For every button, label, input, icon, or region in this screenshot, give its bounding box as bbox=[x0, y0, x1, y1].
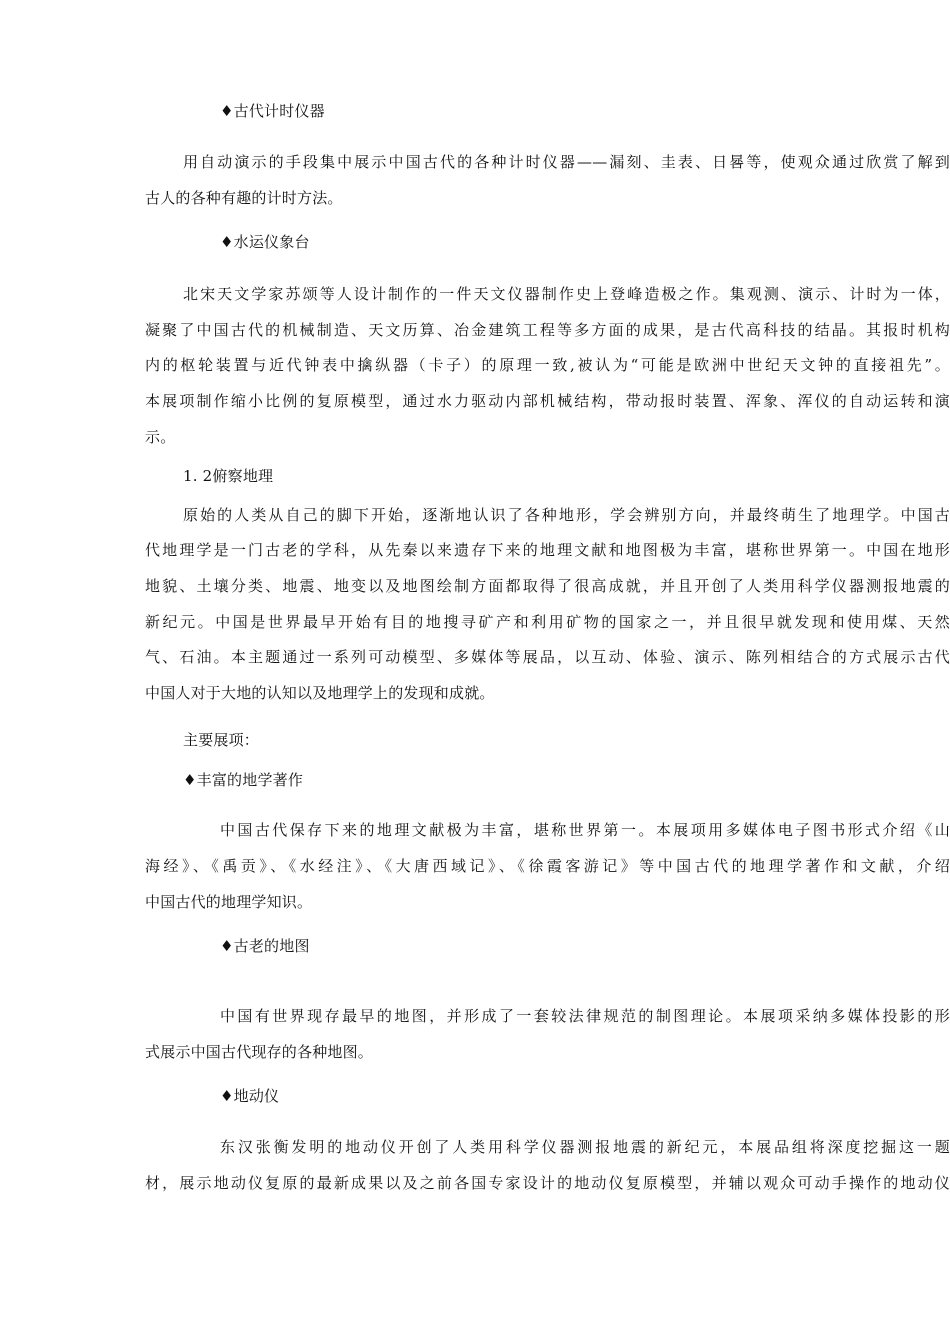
main-exhibits-label: 主要展项： bbox=[183, 731, 260, 749]
paragraph-line: 北宋天文学家苏颂等人设计制作的一件天文仪器制作史上登峰造极之作。集观测、演示、计时为一体， bbox=[183, 285, 950, 303]
paragraph-line: 凝聚了中国古代的机械制造、天文历算、冶金建筑工程等多方面的成果，是古代高科技的结晶。其报时机构 bbox=[145, 321, 950, 339]
heading-seismoscope: ♦地动仪 bbox=[220, 1087, 280, 1105]
paragraph-line: 中国有世界现存最早的地图，并形成了一套较法律规范的制图理论。本展项采纳多媒体投影的形 bbox=[220, 1007, 950, 1025]
paragraph-line: 古人的各种有趣的计时方法。 bbox=[145, 189, 343, 207]
paragraph-line: 材，展示地动仪复原的最新成果以及之前各国专家设计的地动仪复原模型，并辅以观众可动手操作的地动仪 bbox=[145, 1174, 950, 1192]
heading-ancient-maps: ♦古老的地图 bbox=[220, 937, 310, 955]
paragraph-line: 气、石油。本主题通过一系列可动模型、多媒体等展品，以互动、体验、演示、陈列相结合的方式展示古代 bbox=[145, 648, 950, 666]
paragraph-line: 代地理学是一门古老的学科，从先秦以来遗存下来的地理文献和地图极为丰富，堪称世界第一。中国在地形 bbox=[145, 541, 950, 559]
paragraph-line: 用自动演示的手段集中展示中国古代的各种计时仪器——漏刻、圭表、日晷等，使观众通过欣赏了解到 bbox=[183, 153, 950, 171]
heading-timekeeping: ♦古代计时仪器 bbox=[220, 102, 325, 120]
paragraph-line: 东汉张衡发明的地动仪开创了人类用科学仪器测报地震的新纪元，本展品组将深度挖掘这一题 bbox=[220, 1138, 950, 1156]
heading-geo-works: ♦丰富的地学著作 bbox=[183, 771, 304, 789]
paragraph-line: 新纪元。中国是世界最早开始有目的地搜寻矿产和利用矿物的国家之一，并且很早就发现和使用煤、天然 bbox=[145, 613, 950, 631]
paragraph-line: 地貌、土壤分类、地震、地变以及地图绘制方面都取得了很高成就，并且开创了人类用科学仪器测报地震的 bbox=[145, 577, 950, 595]
heading-water-clock-tower: ♦水运仪象台 bbox=[220, 233, 310, 251]
paragraph-line: 中国古代保存下来的地理文献极为丰富，堪称世界第一。本展项用多媒体电子图书形式介绍《山 bbox=[220, 821, 950, 839]
paragraph-line: 内的枢轮装置与近代钟表中擒纵器（卡子）的原理一致,被认为“可能是欧洲中世纪天文钟的直接祖先”。 bbox=[145, 356, 950, 374]
paragraph-line: 式展示中国古代现存的各种地图。 bbox=[145, 1043, 374, 1061]
section-heading-geography: 1. 2俯察地理 bbox=[183, 467, 274, 485]
paragraph-line: 中国古代的地理学知识。 bbox=[145, 893, 313, 911]
paragraph-line: 原始的人类从自己的脚下开始，逐渐地认识了各种地形，学会辨别方向，并最终萌生了地理学。中国古 bbox=[183, 506, 950, 524]
paragraph-line: 中国人对于大地的认知以及地理学上的发现和成就。 bbox=[145, 684, 495, 702]
paragraph-line: 本展项制作缩小比例的复原模型，通过水力驱动内部机械结构，带动报时装置、浑象、浑仪的自动运转和演 bbox=[145, 392, 950, 410]
paragraph-line: 示。 bbox=[145, 428, 176, 446]
paragraph-line: 海经》、《禹贡》、《水经注》、《大唐西域记》、《徐霞客游记》等中国古代的地理学著作和文献，介绍 bbox=[145, 857, 950, 875]
